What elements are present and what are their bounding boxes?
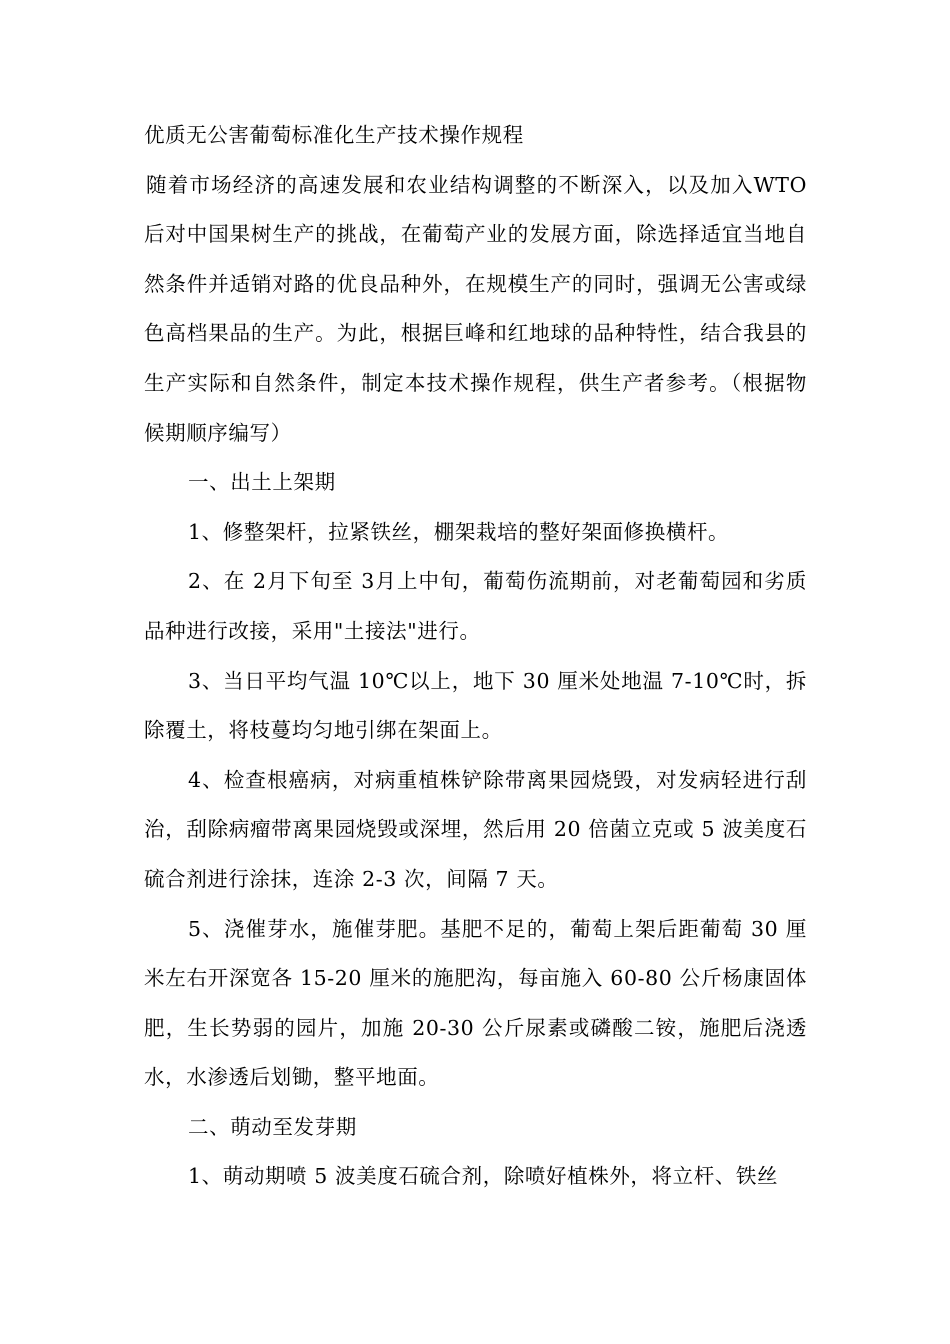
section2-item-1: 1、萌动期喷 5 波美度石硫合剂，除喷好植株外，将立杆、铁丝 (188, 1164, 779, 1189)
section-heading-1: 一、出土上架期 (188, 470, 336, 495)
document-title: 优质无公害葡萄标准化生产技术操作规程 (144, 123, 524, 147)
section1-item-4: 4、检查根癌病，对病重植株铲除带离果园烧毁，对发病轻进行刮治，刮除病瘤带离果园烧毁或深埋，然后用 20 倍菌立克或 5 波美度石硫合剂进行涂抹，连涂 2-3 次，间隔 7 天。 (144, 767, 807, 891)
section-heading-2: 二、萌动至发芽期 (188, 1114, 357, 1139)
section1-item-5: 5、浇催芽水，施催芽肥。基肥不足的，葡萄上架后距葡萄 30 厘米左右开深宽各 15-20 厘米的施肥沟，每亩施入 60-80 公斤杨康固体肥，生长势弱的园片，加施 20-30 公斤尿素或磷酸二铵，施肥后浇透水，水渗透后划锄，整平地面。 (144, 916, 807, 1090)
section1-item-3: 3、当日平均气温 10℃以上，地下 30 厘米处地温 7-10℃时，拆除覆土，将枝蔓均匀地引绑在架面上。 (144, 668, 807, 743)
document-body (144, 111, 807, 1202)
section1-item-1: 1、修整架杆，拉紧铁丝，棚架栽培的整好架面修换横杆。 (188, 519, 730, 544)
intro-paragraph: 随着市场经济的高速发展和农业结构调整的不断深入，以及加入WTO 后对中国果树生产的挑战，在葡萄产业的发展方面，除选择适宜当地自然条件并适销对路的优良品种外，在规模生产的同时，强调无公害或绿色高档果品的生产。为此，根据巨峰和红地球的品种特性，结合我县的生产实际和自然条件，制定本技术操作规程，供生产者参考。（根据物候期顺序编写） (144, 172, 807, 445)
section1-item-2: 2、在 2月下旬至 3月上中旬，葡萄伤流期前，对老葡萄园和劣质品种进行改接，采用"土接法"进行。 (144, 569, 807, 643)
